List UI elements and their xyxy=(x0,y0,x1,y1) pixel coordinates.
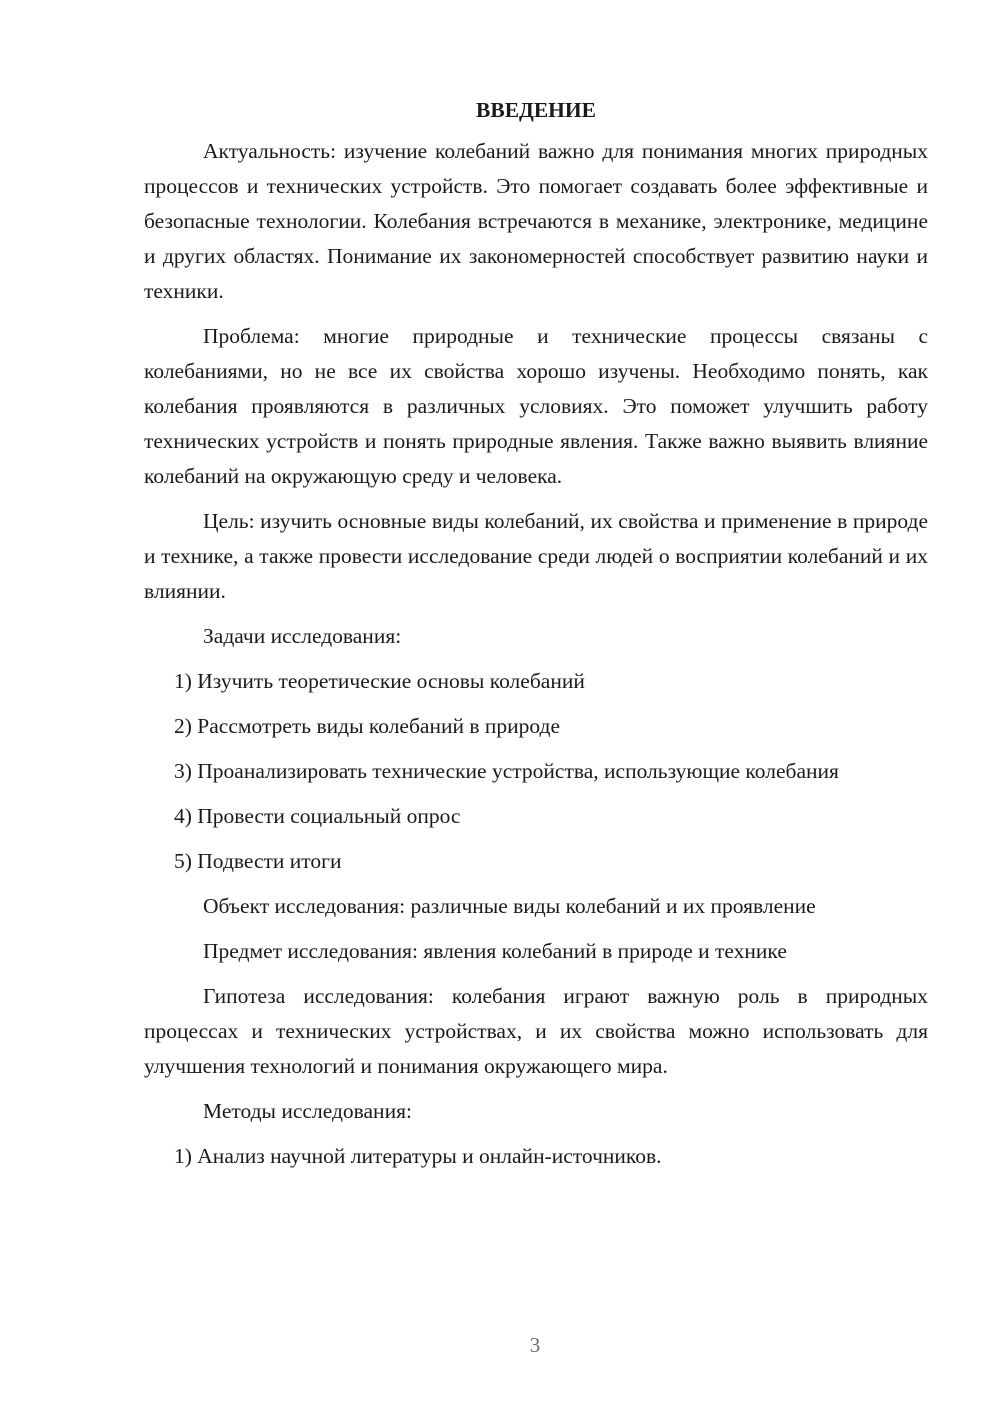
page-content xyxy=(144,93,928,1184)
task-item: 2) Рассмотреть виды колебаний в природе xyxy=(174,714,561,738)
task-item: 4) Провести социальный опрос xyxy=(174,804,461,828)
problem-paragraph: Проблема: многие природные и технические процессы связаны с колебаниями, но не все их свойства хорошо изучены. Необходимо понять, как колебания проявляются в различных условиях. Это поможет улучшить работу технических устройств и понять природные явления. Также важно выявить влияние колебаний на окружающую среду и человека. xyxy=(144,324,928,488)
relevance-paragraph: Актуальность: изучение колебаний важно для понимания многих природных процессов и технических устройств. Это помогает создавать более эффективные и безопасные технологии. Колебания встречаются в механике, электронике, медицине и других областях. Понимание их закономерностей способствует развитию науки и техники. xyxy=(144,139,928,303)
method-item: 1) Анализ научной литературы и онлайн-источников. xyxy=(174,1144,662,1168)
task-item: 1) Изучить теоретические основы колебаний xyxy=(174,669,585,693)
methods-heading: Методы исследования: xyxy=(203,1099,412,1123)
hypothesis-paragraph: Гипотеза исследования: колебания играют важную роль в природных процессах и технических устройствах, и их свойства можно использовать для улучшения технологий и понимания окружающего мира. xyxy=(144,984,928,1078)
task-item: 3) Проанализировать технические устройства, использующие колебания xyxy=(174,759,839,783)
task-item: 5) Подвести итоги xyxy=(174,849,342,873)
subject-line: Предмет исследования: явления колебаний в природе и технике xyxy=(203,939,787,963)
page-title: ВВЕДЕНИЕ xyxy=(476,98,596,122)
object-line: Объект исследования: различные виды колебаний и их проявление xyxy=(203,894,816,918)
goal-paragraph: Цель: изучить основные виды колебаний, их свойства и применение в природе и технике, а также провести исследование среди людей о восприятии колебаний и их влиянии. xyxy=(144,509,928,603)
page-number: 3 xyxy=(529,1333,541,1357)
tasks-heading: Задачи исследования: xyxy=(203,624,402,648)
